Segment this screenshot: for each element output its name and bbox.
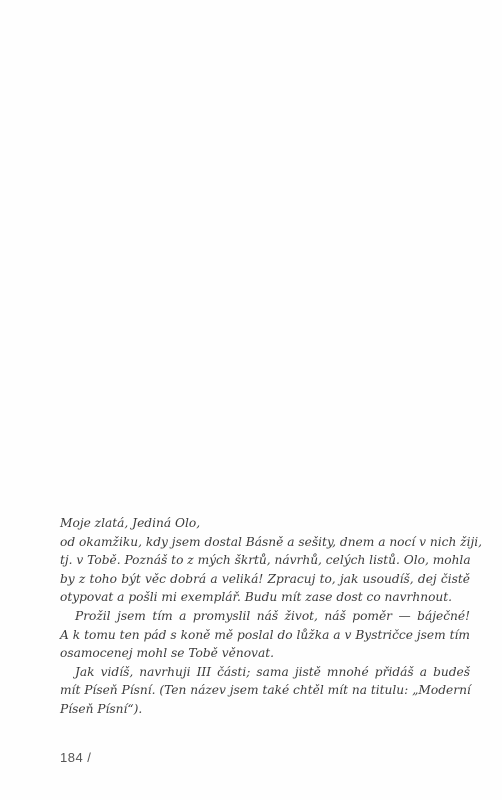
letter-line: Píseň Písní“). — [60, 701, 143, 716]
letter-line: mít Píseň Písní. (Ten název jsem také chtěl mít na titulu: „Moderní — [60, 683, 471, 698]
paragraph-start-line: Jak vidíš, navrhuji III části; sama jistě mnohé přidáš a budeš — [75, 664, 470, 679]
page-number: 184 / — [60, 750, 92, 765]
letter-line: by z toho být věc dobrá a veliká! Zpracuj to, jak usoudíš, dej čistě — [60, 571, 470, 586]
letter-line: od okamžiku, kdy jsem dostal Básně a sešity, dnem a nocí v nich žiji, — [60, 534, 483, 549]
letter-text — [60, 514, 483, 719]
letter-line: tj. v Tobě. Poznáš to z mých škrtů, návrhů, celých listů. Olo, mohla — [60, 553, 471, 568]
salutation-line: Moje zlatá, Jediná Olo, — [60, 516, 201, 530]
paragraph-start-line: Prožil jsem tím a promyslil náš život, náš poměr — báječné! — [75, 608, 470, 623]
letter-line: A k tomu ten pád s koně mě poslal do lůžka a v Bystričce jsem tím — [60, 627, 470, 642]
letter-line: otypovat a pošli mi exemplář. Budu mít zase dost co navrhnout. — [60, 590, 453, 605]
letter-line: osamocenej mohl se Tobě věnovat. — [60, 646, 274, 661]
